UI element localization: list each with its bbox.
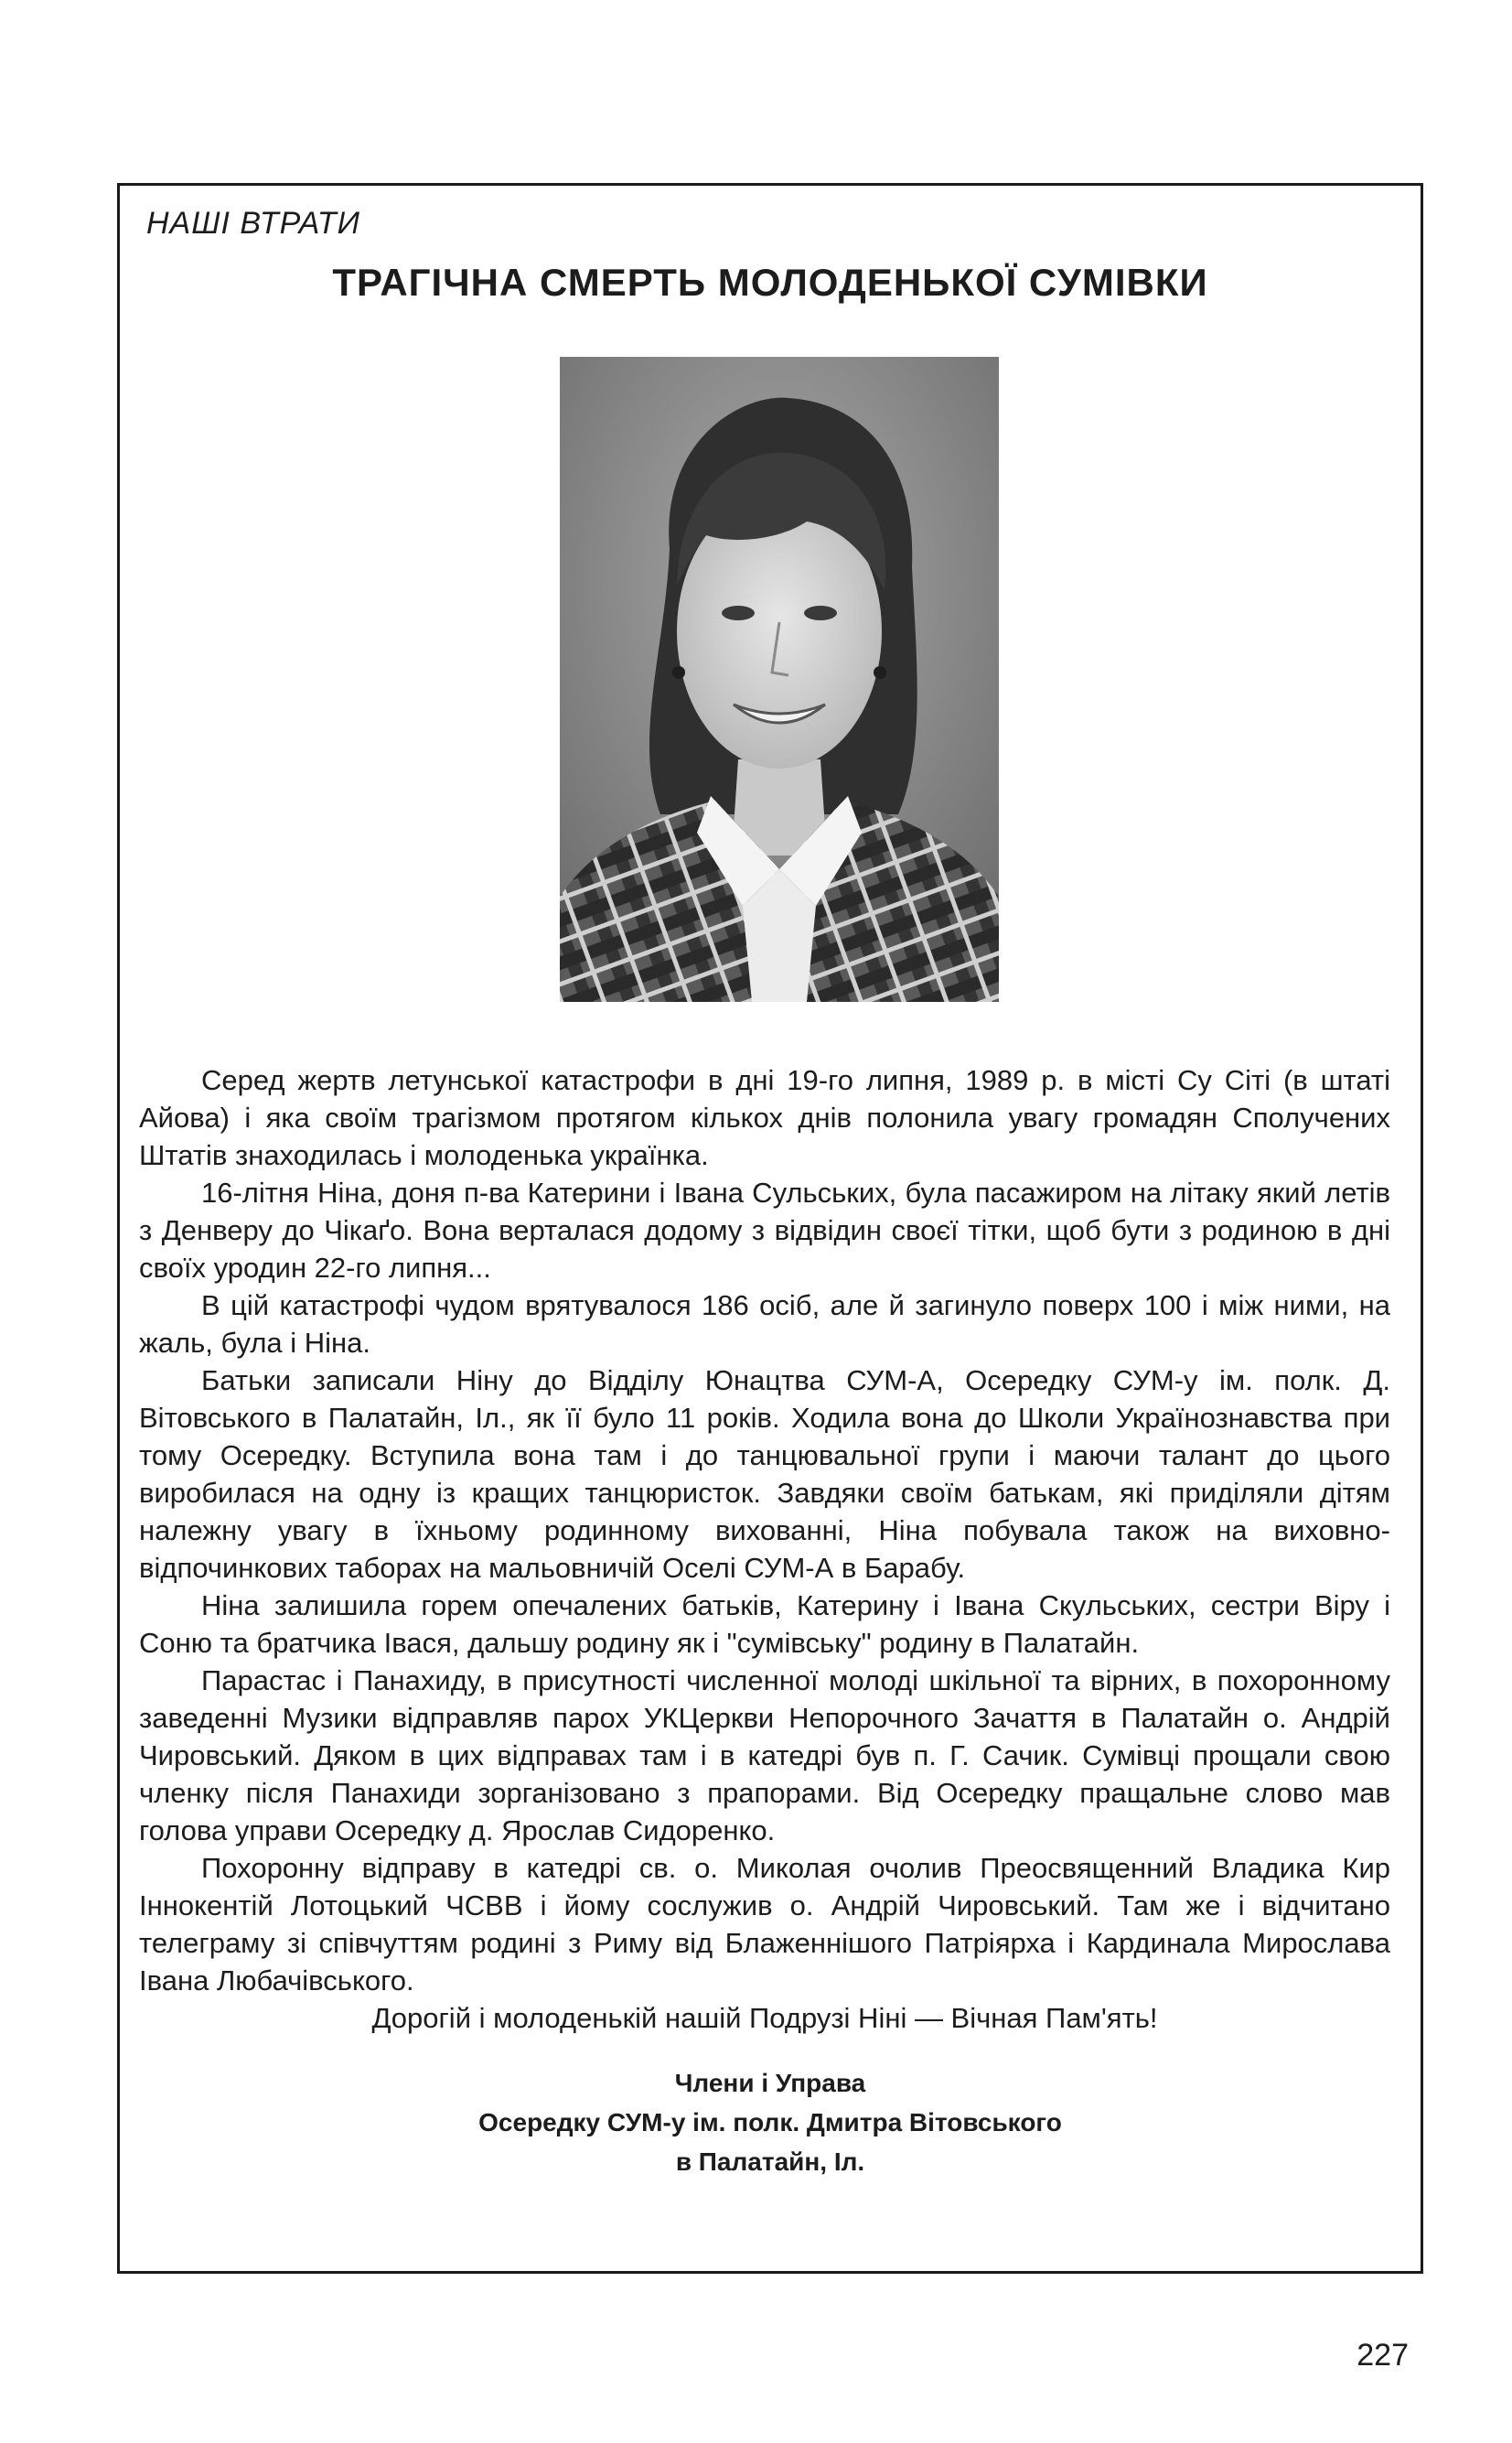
section-label: НАШІ ВТРАТИ [146, 206, 360, 241]
signature-line: Осередку СУМ-у ім. полк. Дмитра Вітовського [478, 2108, 1062, 2136]
article-body [139, 1061, 1390, 2037]
portrait-photo [560, 357, 999, 1002]
closing-line: Дорогій і молоденькій нашій Подрузі Ніні — Вічная Пам'ять! [371, 2002, 1158, 2034]
page-number: 227 [1357, 2338, 1409, 2373]
article-paragraph: Похоронну відправу в катедрі св. о. Миколая очолив Преосвященний Владика Кир Іннокентій Лотоцький ЧСВВ і йому сослужив о. Андрій Чировський. Там же і відчитано телеграму зі співчуттям родині з Риму від Блаженнішого Патріярха і Кардинала Мирослава Івана Любачівського. [139, 1852, 1390, 1996]
signature-line: Члени і Управа [674, 2069, 866, 2097]
signature-line: в Палатайн, Іл. [675, 2147, 865, 2176]
article-paragraph: 16-літня Ніна, доня п-ва Катерини і Івана Сульських, була пасажиром на літаку який летів з Денверу до Чікаґо. Вона верталася додому з відвідин своєї тітки, щоб бути з родиною в дні своїх уродин 22-го липня... [139, 1177, 1390, 1284]
portrait-photo-icon [560, 357, 999, 1002]
article-paragraph: Парастас і Панахиду, в присутності численної молоді шкільної та вірних, в похоронному заведенні Музики відправляв парох УКЦеркви Непорочного Зачаття в Палатайн о. Андрій Чировський. Дяком в цих відправах там і в катедрі був п. Г. Сачик. Сумівці прощали свою членку після Панахиди зорганізовано з прапорами. Від Осередку пращальне слово мав голова управи Осередку д. Ярослав Сидоренко. [139, 1664, 1390, 1846]
article-paragraph: Серед жертв летунської катастрофи в дні 19-го липня, 1989 р. в місті Су Сіті (в штаті Айова) і яка своїм трагізмом протягом кількох днів полонила увагу громадян Сполучених Штатів знаходилась і молоденька українка. [139, 1064, 1390, 1171]
signature-block [117, 2063, 1423, 2181]
article-paragraph: Батьки записали Ніну до Відділу Юнацтва СУМ-А, Осередку СУМ-у ім. полк. Д. Вітовського в Палатайн, Іл., як її було 11 років. Ходила вона до Школи Українознавства при тому Осередку. Вступила вона там і до танцювальної групи і маючи талант до цього виробилася на одну із кращих танцюристок. Завдяки своїм батькам, які приділяли дітям належну увагу в їхньому родинному вихованні, Ніна побувала також на виховно-відпочинкових таборах на мальовничій Оселі СУМ-А в Барабу. [139, 1364, 1390, 1584]
article-headline: ТРАГІЧНА СМЕРТЬ МОЛОДЕНЬКОЇ СУМІВКИ [332, 261, 1208, 304]
article-paragraph: В цій катастрофі чудом врятувалося 186 осіб, але й загинуло поверх 100 і між ними, на жаль, була і Ніна. [139, 1289, 1390, 1359]
article-paragraph: Ніна залишила горем опечалених батьків, Катерину і Івана Скульських, сестри Віру і Соню та братчика Івася, дальшу родину як і "сумівську" родину в Палатайн. [139, 1589, 1390, 1659]
